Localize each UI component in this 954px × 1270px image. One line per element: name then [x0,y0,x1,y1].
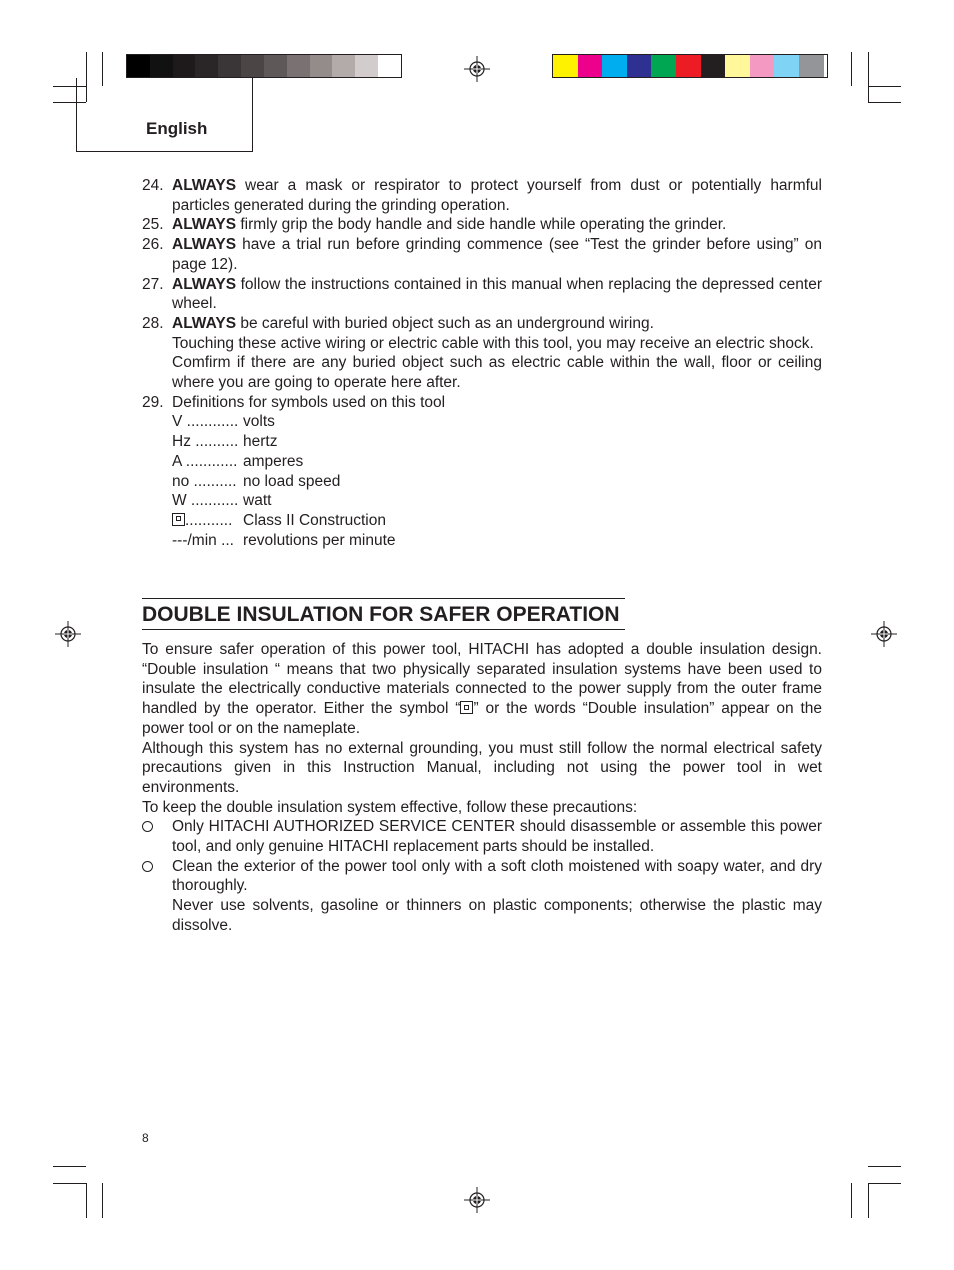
crop-mark [86,1183,87,1218]
keyword: ALWAYS [172,177,237,194]
section-heading: DOUBLE INSULATION FOR SAFER OPERATION [142,598,625,630]
registration-mark-icon [55,621,81,647]
symbol-row [172,531,822,551]
crop-mark [851,52,852,86]
color-swatch [553,55,578,77]
keyword: ALWAYS [172,216,237,234]
symbol-row [172,511,822,531]
item-text: wear a mask or respirator to protect yourself from dust or potentially harmful particles generated during the grinding operation. [172,177,822,214]
symbol-row [172,491,822,511]
grayscale-color-bar [126,54,402,78]
symbol-meaning: hertz [243,433,278,451]
circle-bullet-icon [142,861,153,872]
symbol-key: W ........... [172,492,239,510]
list-item [142,817,822,856]
color-swatch [774,55,799,77]
item-text: firmly grip the body handle and side handle while operating the grinder. [236,216,727,234]
precaution-note: Never use solvents, gasoline or thinners on plastic components; otherwise the plastic may dissolve. [172,897,822,934]
color-swatch [332,55,355,77]
list-item [142,176,822,215]
color-swatch [578,55,603,77]
color-swatch [241,55,264,77]
color-swatch [173,55,196,77]
color-swatch [799,55,824,77]
keyword: ALWAYS [172,236,237,254]
intro-text: To ensure safer operation of this power tool, HITACHI has adopted a double insulation design. “Double insulation “ means that two physically separated insulation systems have been used to insulate the electrically conductive materials connected to the power supply from the outer frame handled by the operator. Either the symbol “ [142,641,822,718]
item-number: 27. [142,275,164,293]
color-swatch [378,55,401,77]
list-item [142,857,822,936]
item-number: 26. [142,236,164,254]
list-item [142,215,822,235]
list-item [142,235,822,274]
symbol-meaning: amperes [243,452,304,470]
list-item [142,275,822,314]
registration-mark-icon [464,56,490,82]
color-swatch [725,55,750,77]
precaution-text: Only HITACHI AUTHORIZED SERVICE CENTER should disassemble or assemble this power tool, and only genuine HITACHI replacement parts should be installed. [172,818,822,856]
safety-rules-list [142,176,822,550]
keyword: ALWAYS [172,275,237,293]
symbol-key: V ............ [172,413,239,431]
intro-text: ” or the words “Double insulation” appear on the power tool or on the nameplate. [142,700,822,737]
color-swatch [264,55,287,77]
item-number: 25. [142,216,164,234]
item-note: Comfirm if there are any buried object such as electric cable within the wall, floor or ceiling where you are going to operate here after. [172,354,822,392]
symbol-key: A ............ [172,452,238,470]
symbol-row [172,452,822,472]
color-swatch [150,55,173,77]
list-item [142,314,822,393]
color-swatch [701,55,726,77]
item-number: 29. [142,393,164,411]
page-number: 8 [142,1131,149,1145]
crop-mark [868,86,901,87]
symbol-meaning: revolutions per minute [243,531,396,549]
color-swatch [750,55,775,77]
item-text: have a trial run before grinding commence (see “Test the grinder before using” on page 12). [172,236,822,273]
item-note: Touching these active wiring or electric cable with this tool, you may receive an electric shock. [172,334,814,352]
symbol-meaning: no load speed [243,472,341,490]
keyword: ALWAYS [172,314,237,332]
color-swatch [195,55,218,77]
symbol-row [172,472,822,492]
precaution-text: Clean the exterior of the power tool only with a soft cloth moistened with soapy water, and dry thoroughly. [172,857,822,895]
crop-mark [851,1183,852,1218]
crop-mark [868,52,869,102]
item-text: follow the instructions contained in this manual when replacing the depressed center wheel. [172,275,822,313]
language-tab [76,78,253,152]
item-text: be careful with buried object such as an underground wiring. [236,314,654,332]
symbol-key: ........... [185,511,233,529]
paragraph: Although this system has no external grounding, you must still follow the normal electrical safety precautions given in this Instruction Manual, including not using the power tool in wet environments. [142,739,822,796]
double-insulation-icon [460,701,473,714]
symbol-row [172,432,822,452]
symbol-row [172,412,822,432]
language-label: English [146,119,208,138]
crop-mark [53,1166,86,1167]
symbol-meaning: watt [243,492,272,510]
registration-mark-icon [464,1187,490,1213]
circle-bullet-icon [142,821,153,832]
color-swatch [676,55,701,77]
symbols-title: Definitions for symbols used on this tool [172,393,446,411]
color-swatch [287,55,310,77]
symbol-key: Hz .......... [172,433,239,451]
color-swatch [602,55,627,77]
symbol-key: no .......... [172,472,237,490]
crop-mark [102,1183,103,1218]
crop-mark [868,102,901,103]
color-swatch [218,55,241,77]
crop-mark [868,1183,901,1184]
color-swatch [310,55,333,77]
paragraph: To keep the double insulation system effective, follow these precautions: [142,798,638,816]
crop-mark [53,1183,86,1184]
color-swatch [627,55,652,77]
double-insulation-icon [172,513,185,526]
color-swatch [651,55,676,77]
registration-mark-icon [871,621,897,647]
double-insulation-section [142,640,822,936]
color-swatch [355,55,378,77]
item-number: 28. [142,314,164,332]
process-color-bar [552,54,828,78]
color-swatch [127,55,150,77]
list-item [142,393,822,551]
symbol-meaning: volts [243,413,275,431]
intro-paragraph [142,640,822,739]
symbol-key: ---/min ... [172,531,234,549]
symbol-meaning: Class II Construction [243,511,386,529]
crop-mark [868,1166,901,1167]
crop-mark [868,1183,869,1218]
item-number: 24. [142,177,164,194]
